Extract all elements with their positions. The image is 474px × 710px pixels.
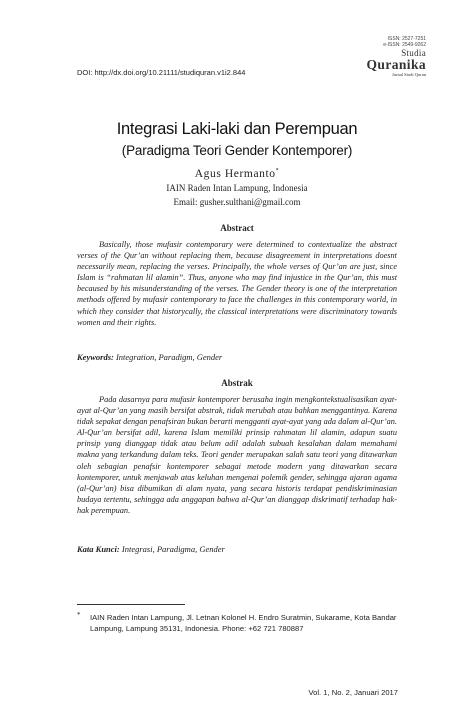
journal-logo-top: Studia bbox=[401, 48, 426, 58]
journal-logo-sub: Jurnal Studi Quran bbox=[392, 72, 426, 77]
footnote-marker: * bbox=[77, 611, 81, 619]
abstract-keywords bbox=[77, 352, 397, 362]
abstrak-text: Pada dasarnya para mufasir kontemporer berusaha ingin mengkontekstualisasikan ayat-ayat al-Qur’an yang masih bersifat abstrak, tidak merubah atau bahkan menggantinya. Karena tidak sepakat dengan penafsiran bukan berarti mengganti ayat-ayat yang ada dalam al-Qur’an. Al-Qur’an bersifat adil, karena Islam memiliki prinsip rahmatan lil alamin, adapun suatu prinsip yang dianggap tidak atau belum adil adalah subuah kesalahan dalam memahami makna yang terkandung dalam teks. Teori gender merupakan salah satu teori yang ditawarkan oleh sebagian penafsir kontemporer sebagai metode modern yang ditawarkan secara kontemporer, untuk menjawab atas keluhan mengenai polemik gender, sehingga ajaran agama (al-Qur’an) bisa dibumikan di alam nyata, yang secara historis terdapat pendiskriminasian budaya tertentu, sehingga ada anggapan bahwa al-Qur’an dianggap diskrimatif terhadap hak-hak perempuan. bbox=[77, 395, 397, 515]
abstrak-heading: Abstrak bbox=[221, 378, 253, 388]
keywords-label: Keywords: bbox=[77, 352, 114, 362]
footnote-divider bbox=[77, 604, 185, 605]
kata-kunci-label: Kata Kunci: bbox=[77, 544, 120, 554]
abstract-text: Basically, those mufasir contemporary were determined to contextualize the abstract verses of the Qur’an without replacing them, because disagreement in interpretations doesnt necessarily mean, replacing the verses. Principally, the whole verses of Qur’an are just, since Islam is “rahmatan lil alamin”. Thus, anyone who may find injustice in the Qur’an, this must becaused by his misunderstanding of the verses. The Gender theory is one of the interpretation methods offered by mufasir contemporary to face the challenges in this contemporary world, in which they consider that historycally, the classical interpretations were discriminatory towards women and their rights. bbox=[77, 240, 397, 327]
issn: ISSN: 2527-7251 bbox=[387, 36, 426, 42]
author-email[interactable]: Email: gusher.sulthani@gmail.com bbox=[173, 197, 301, 207]
keywords-value: Integration, Paradigm, Gender bbox=[115, 352, 223, 362]
author-affiliation: IAIN Raden Intan Lampung, Indonesia bbox=[166, 183, 308, 193]
doi-link[interactable]: DOI: http://dx.doi.org/10.21111/studiquran.v1i2.844 bbox=[77, 68, 246, 77]
abstract-heading: Abstract bbox=[220, 223, 254, 233]
author-name: Agus Hermanto bbox=[194, 168, 276, 180]
page-footer: Vol. 1, No. 2, Januari 2017 bbox=[308, 688, 398, 697]
journal-issn-block bbox=[383, 36, 426, 48]
eissn: e-ISSN: 2549-9262 bbox=[383, 42, 426, 48]
abstract-body bbox=[77, 239, 397, 328]
journal-logo-main: Quranika bbox=[366, 57, 426, 72]
footnote-text: IAIN Raden Intan Lampung, Jl. Letnan Kolonel H. Endro Suratmin, Sukarame, Kota Bandar Lampung, Lampung 35131, Indonesia. Phone: +62 721 780887 bbox=[90, 613, 397, 633]
journal-logo bbox=[367, 49, 426, 77]
author-line bbox=[0, 168, 474, 180]
author-footnote-marker: * bbox=[275, 168, 280, 175]
abstrak-keywords bbox=[77, 544, 397, 554]
abstrak-body bbox=[77, 394, 397, 516]
paper-subtitle: (Paradigma Teori Gender Kontemporer) bbox=[121, 143, 353, 158]
kata-kunci-value: Integrasi, Paradigma, Gender bbox=[121, 544, 225, 554]
paper-title: Integrasi Laki-laki dan Perempuan bbox=[116, 120, 358, 138]
